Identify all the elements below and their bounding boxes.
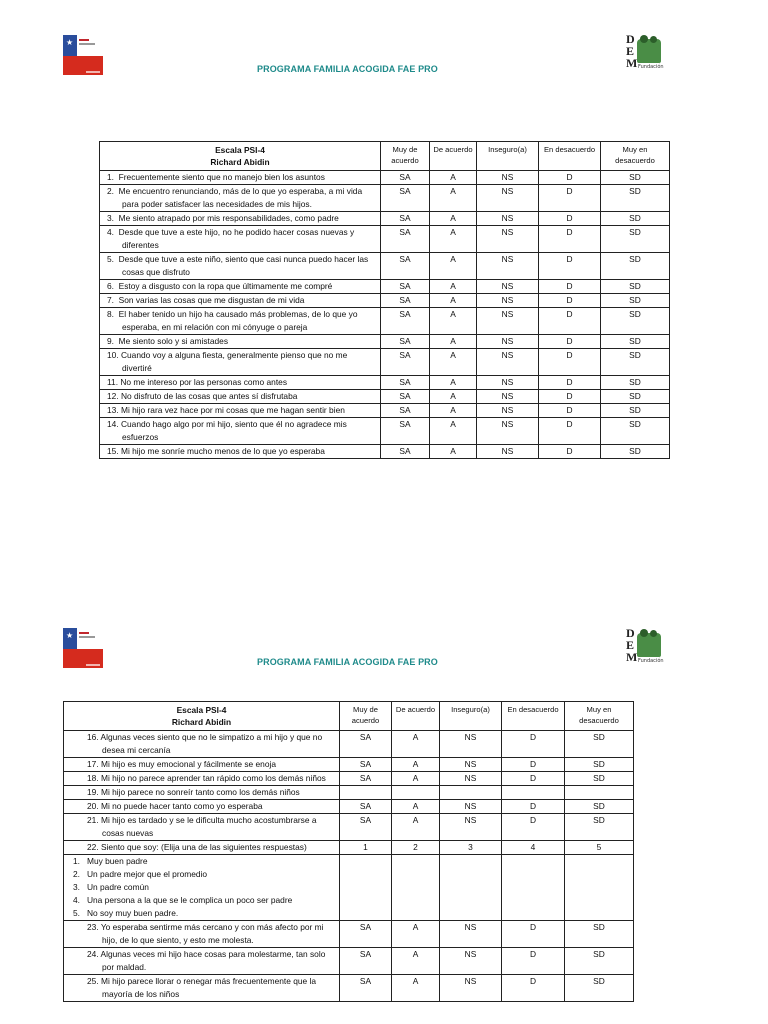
- response-option: [440, 786, 502, 800]
- response-option: NS: [440, 731, 502, 758]
- response-option: A: [430, 349, 477, 376]
- response-option: [392, 855, 440, 921]
- response-option: SA: [381, 171, 430, 185]
- response-option: D: [539, 226, 601, 253]
- government-logo: ★: [63, 35, 103, 75]
- response-option: SA: [381, 376, 430, 390]
- response-option: D: [502, 814, 565, 841]
- response-option: D: [502, 731, 565, 758]
- response-option: SD: [601, 376, 670, 390]
- item-text: 18. Mi hijo no parece aprender tan rápido como los demás niños: [64, 772, 340, 786]
- item-text: 2. Me encuentro renunciando, más de lo que yo esperaba, a mi vida para poder satisfacer las necesidades de mis hijos.: [100, 185, 381, 212]
- response-option: SA: [381, 445, 430, 459]
- response-option: SD: [601, 280, 670, 294]
- response-option: SA: [381, 308, 430, 335]
- response-option: D: [502, 948, 565, 975]
- response-option: SA: [340, 758, 392, 772]
- col-header: Muy de acuerdo: [381, 142, 430, 171]
- item-text: 23. Yo esperaba sentirme más cercano y con más afecto por mi hijo, de lo que siento, y esto me molesta.: [64, 921, 340, 948]
- table-row: [100, 185, 670, 212]
- psi-table-page-2: [63, 701, 634, 1002]
- table-row: [64, 855, 634, 921]
- table-row: [100, 280, 670, 294]
- col-header: Muy de acuerdo: [340, 702, 392, 731]
- table-header-row: [64, 702, 634, 731]
- response-option: D: [539, 308, 601, 335]
- table-row: [64, 800, 634, 814]
- table-row: [64, 772, 634, 786]
- response-option: SA: [340, 731, 392, 758]
- response-option: SD: [565, 814, 634, 841]
- response-option: 5: [565, 841, 634, 855]
- table-row: [100, 335, 670, 349]
- response-option: SA: [381, 418, 430, 445]
- response-option: NS: [477, 349, 539, 376]
- response-option: NS: [440, 921, 502, 948]
- response-option: A: [430, 171, 477, 185]
- response-option: SD: [565, 948, 634, 975]
- response-option: A: [392, 814, 440, 841]
- response-option: [502, 855, 565, 921]
- response-option: SD: [601, 390, 670, 404]
- response-option: A: [392, 772, 440, 786]
- response-option: D: [539, 445, 601, 459]
- response-option: D: [539, 185, 601, 212]
- response-option: SA: [381, 226, 430, 253]
- table-row: [100, 376, 670, 390]
- response-option: [440, 855, 502, 921]
- program-title: PROGRAMA FAMILIA ACOGIDA FAE PRO: [257, 657, 438, 667]
- response-option: D: [539, 376, 601, 390]
- response-option: A: [430, 445, 477, 459]
- table-row: [100, 294, 670, 308]
- dem-foundation-logo: D E M Fundación: [626, 626, 664, 664]
- response-option: SA: [340, 800, 392, 814]
- item-text: 1. Frecuentemente siento que no manejo bien los asuntos: [100, 171, 381, 185]
- response-option: SA: [340, 948, 392, 975]
- response-option: SD: [601, 349, 670, 376]
- response-option: SA: [381, 294, 430, 308]
- table-row: [100, 308, 670, 335]
- response-option: A: [430, 185, 477, 212]
- response-option: [340, 786, 392, 800]
- answer-choice: 3. Un padre común: [73, 882, 149, 892]
- col-header: En desacuerdo: [539, 142, 601, 171]
- item-text: 11. No me intereso por las personas como antes: [100, 376, 381, 390]
- response-option: SD: [565, 758, 634, 772]
- response-option: A: [430, 253, 477, 280]
- response-option: NS: [477, 253, 539, 280]
- table-row: [100, 349, 670, 376]
- item-22-answers: [64, 855, 340, 921]
- program-title: PROGRAMA FAMILIA ACOGIDA FAE PRO: [257, 64, 438, 74]
- item-text: 25. Mi hijo parece llorar o renegar más frecuentemente que la mayoría de los niños: [64, 975, 340, 1002]
- table-row: [100, 212, 670, 226]
- table-row: [100, 226, 670, 253]
- response-option: A: [430, 226, 477, 253]
- item-text: 5. Desde que tuve a este niño, siento que casi nunca puedo hacer las cosas que disfruto: [100, 253, 381, 280]
- table-header-row: [100, 142, 670, 171]
- response-option: SA: [340, 921, 392, 948]
- table-row: [64, 814, 634, 841]
- item-text: 21. Mi hijo es tardado y se le dificulta mucho acostumbrarse a cosas nuevas: [64, 814, 340, 841]
- table-row: [64, 841, 634, 855]
- col-header: En desacuerdo: [502, 702, 565, 731]
- item-text: 20. Mi no puede hacer tanto como yo esperaba: [64, 800, 340, 814]
- response-option: SD: [601, 171, 670, 185]
- response-option: SA: [381, 185, 430, 212]
- response-option: SD: [601, 185, 670, 212]
- response-option: D: [539, 349, 601, 376]
- answer-choice: 1. Muy buen padre: [73, 856, 148, 866]
- response-option: D: [502, 921, 565, 948]
- item-text: 24. Algunas veces mi hijo hace cosas para molestarme, tan solo por maldad.: [64, 948, 340, 975]
- response-option: NS: [477, 390, 539, 404]
- item-text: 9. Me siento solo y si amistades: [100, 335, 381, 349]
- table-row: [100, 171, 670, 185]
- response-option: SA: [381, 253, 430, 280]
- table-row: [100, 390, 670, 404]
- response-option: [340, 855, 392, 921]
- response-option: D: [539, 171, 601, 185]
- response-option: NS: [477, 418, 539, 445]
- response-option: A: [430, 294, 477, 308]
- response-option: NS: [477, 335, 539, 349]
- table-row: [64, 921, 634, 948]
- response-option: NS: [440, 772, 502, 786]
- response-option: D: [539, 404, 601, 418]
- item-text: 14. Cuando hago algo por mi hijo, siento que él no agradece mis esfuerzos: [100, 418, 381, 445]
- answer-choice: 5. No soy muy buen padre.: [73, 908, 179, 918]
- col-header: De acuerdo: [430, 142, 477, 171]
- table-row: [64, 758, 634, 772]
- response-option: SD: [601, 253, 670, 280]
- response-option: D: [539, 253, 601, 280]
- answer-choice: 4. Una persona a la que se le complica un poco ser padre: [73, 895, 293, 905]
- response-option: SD: [601, 445, 670, 459]
- table-row: [64, 731, 634, 758]
- table-row: [100, 404, 670, 418]
- response-option: [502, 786, 565, 800]
- answer-choice: 2. Un padre mejor que el promedio: [73, 869, 208, 879]
- item-text: 15. Mi hijo me sonríe mucho menos de lo que yo esperaba: [100, 445, 381, 459]
- response-option: A: [430, 335, 477, 349]
- response-option: NS: [477, 445, 539, 459]
- response-option: SD: [601, 335, 670, 349]
- item-text: 17. Mi hijo es muy emocional y fácilmente se enoja: [64, 758, 340, 772]
- response-option: A: [392, 758, 440, 772]
- col-header: Muy en desacuerdo: [565, 702, 634, 731]
- item-text: 6. Estoy a disgusto con la ropa que últimamente me compré: [100, 280, 381, 294]
- item-text: 10. Cuando voy a alguna fiesta, generalmente pienso que no me divertiré: [100, 349, 381, 376]
- government-logo: ★: [63, 628, 103, 668]
- response-option: D: [502, 975, 565, 1002]
- response-option: SD: [565, 975, 634, 1002]
- response-option: SA: [381, 349, 430, 376]
- response-option: 3: [440, 841, 502, 855]
- response-option: A: [392, 921, 440, 948]
- response-option: D: [539, 390, 601, 404]
- response-option: SA: [340, 975, 392, 1002]
- response-option: A: [430, 212, 477, 226]
- table-row: [64, 786, 634, 800]
- response-option: SD: [601, 226, 670, 253]
- col-header: Inseguro(a): [440, 702, 502, 731]
- response-option: SA: [381, 335, 430, 349]
- response-option: SD: [565, 731, 634, 758]
- response-option: SA: [340, 772, 392, 786]
- col-header: De acuerdo: [392, 702, 440, 731]
- response-option: SD: [601, 418, 670, 445]
- response-option: NS: [440, 814, 502, 841]
- response-option: NS: [440, 800, 502, 814]
- response-option: SD: [565, 772, 634, 786]
- response-option: [392, 786, 440, 800]
- response-option: A: [392, 948, 440, 975]
- item-text: 13. Mi hijo rara vez hace por mi cosas que me hagan sentir bien: [100, 404, 381, 418]
- response-option: A: [392, 800, 440, 814]
- response-option: NS: [477, 280, 539, 294]
- response-option: SA: [381, 390, 430, 404]
- response-option: D: [539, 418, 601, 445]
- response-option: SA: [381, 280, 430, 294]
- response-option: A: [430, 404, 477, 418]
- item-text: 12. No disfruto de las cosas que antes sí disfrutaba: [100, 390, 381, 404]
- response-option: [565, 786, 634, 800]
- response-option: SD: [601, 308, 670, 335]
- response-option: NS: [440, 758, 502, 772]
- response-option: SA: [381, 404, 430, 418]
- response-option: D: [539, 212, 601, 226]
- response-option: SD: [601, 294, 670, 308]
- response-option: SA: [340, 814, 392, 841]
- response-option: NS: [440, 948, 502, 975]
- item-text: 7. Son varias las cosas que me disgustan de mi vida: [100, 294, 381, 308]
- item-text: 3. Me siento atrapado por mis responsabilidades, como padre: [100, 212, 381, 226]
- response-option: D: [539, 335, 601, 349]
- psi-table-page-1: [99, 141, 670, 459]
- response-option: A: [430, 308, 477, 335]
- response-option: NS: [477, 212, 539, 226]
- item-text: 8. El haber tenido un hijo ha causado más problemas, de lo que yo esperaba, en mi relación con mi cónyuge o pareja: [100, 308, 381, 335]
- response-option: D: [539, 294, 601, 308]
- response-option: NS: [477, 185, 539, 212]
- response-option: NS: [477, 376, 539, 390]
- response-option: 2: [392, 841, 440, 855]
- scale-title: Escala PSI-4 Richard Abidin: [64, 702, 340, 731]
- col-header: Inseguro(a): [477, 142, 539, 171]
- col-header: Muy en desacuerdo: [601, 142, 670, 171]
- table-row: [100, 445, 670, 459]
- response-option: SA: [381, 212, 430, 226]
- response-option: D: [539, 280, 601, 294]
- item-text: 19. Mi hijo parece no sonreír tanto como los demás niños: [64, 786, 340, 800]
- response-option: SD: [565, 800, 634, 814]
- response-option: 1: [340, 841, 392, 855]
- response-option: NS: [477, 171, 539, 185]
- response-option: D: [502, 800, 565, 814]
- response-option: SD: [601, 212, 670, 226]
- response-option: A: [430, 390, 477, 404]
- response-option: D: [502, 758, 565, 772]
- response-option: 4: [502, 841, 565, 855]
- response-option: A: [430, 418, 477, 445]
- response-option: A: [392, 731, 440, 758]
- table-row: [100, 253, 670, 280]
- response-option: A: [392, 975, 440, 1002]
- response-option: A: [430, 376, 477, 390]
- dem-foundation-logo: D E M Fundación: [626, 32, 664, 70]
- response-option: NS: [477, 226, 539, 253]
- response-option: NS: [440, 975, 502, 1002]
- page-2: [0, 620, 768, 1024]
- item-text: 4. Desde que tuve a este hijo, no he podido hacer cosas nuevas y diferentes: [100, 226, 381, 253]
- item-text: 22. Siento que soy: (Elija una de las siguientes respuestas): [64, 841, 340, 855]
- response-option: D: [502, 772, 565, 786]
- item-text: 16. Algunas veces siento que no le simpatizo a mi hijo y que no desea mi cercanía: [64, 731, 340, 758]
- response-option: SD: [601, 404, 670, 418]
- response-option: A: [430, 280, 477, 294]
- response-option: NS: [477, 294, 539, 308]
- response-option: [565, 855, 634, 921]
- table-row: [100, 418, 670, 445]
- table-row: [64, 948, 634, 975]
- response-option: SD: [565, 921, 634, 948]
- table-row: [64, 975, 634, 1002]
- response-option: NS: [477, 404, 539, 418]
- scale-title: Escala PSI-4 Richard Abidin: [100, 142, 381, 171]
- response-option: NS: [477, 308, 539, 335]
